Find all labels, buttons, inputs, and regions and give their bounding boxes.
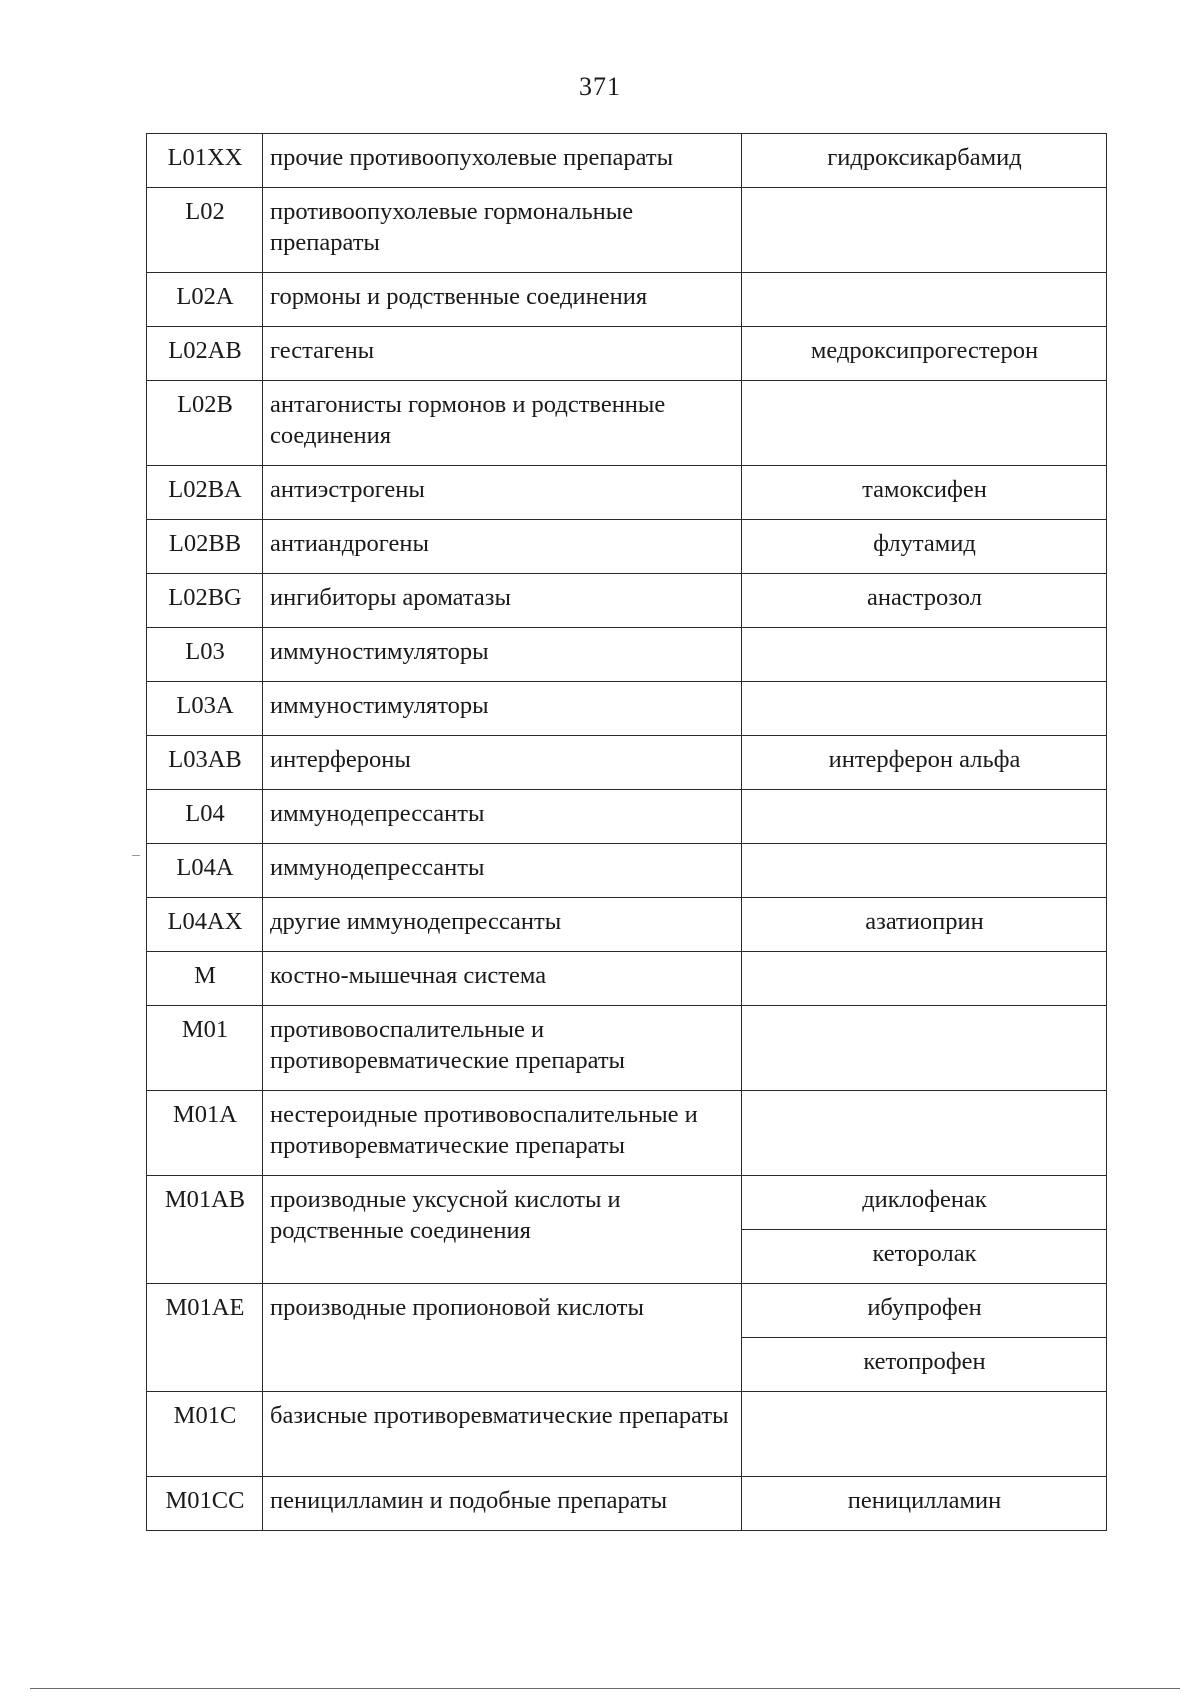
drug-name-cell (742, 273, 1107, 327)
atc-code-cell: L02BG (147, 574, 263, 628)
atc-group-name-cell: костно-мышечная система (263, 952, 742, 1006)
table-row (147, 682, 1107, 736)
atc-group-name-cell: ингибиторы ароматазы (263, 574, 742, 628)
table-row (147, 898, 1107, 952)
atc-group-name-cell: иммунодепрессанты (263, 844, 742, 898)
atc-code-cell: M01AB (147, 1176, 263, 1284)
drug-name-cell: ибупрофен (742, 1284, 1107, 1338)
drug-name-cell (742, 628, 1107, 682)
drug-name-cell (742, 188, 1107, 273)
drug-name-cell: гидроксикарбамид (742, 134, 1107, 188)
table-row (147, 1006, 1107, 1091)
atc-code-cell: M01CC (147, 1477, 263, 1531)
drug-name-cell: кетопрофен (742, 1338, 1107, 1392)
atc-group-name-cell: прочие противоопухолевые препараты (263, 134, 742, 188)
drug-name-cell: анастрозол (742, 574, 1107, 628)
drug-name-cell (742, 682, 1107, 736)
drug-name-cell (742, 1392, 1107, 1477)
atc-code-cell: L02AB (147, 327, 263, 381)
drug-name-cell: медроксипрогестерон (742, 327, 1107, 381)
atc-code-cell: L04AX (147, 898, 263, 952)
drug-name-cell: азатиоприн (742, 898, 1107, 952)
page-number: 371 (579, 72, 621, 101)
atc-group-name-cell: производные пропионовой кислоты (263, 1284, 742, 1392)
atc-code-cell: L04A (147, 844, 263, 898)
atc-code-cell: M (147, 952, 263, 1006)
atc-group-name-cell: нестероидные противовоспалительные и противоревматические препараты (263, 1091, 742, 1176)
atc-code-cell: L02A (147, 273, 263, 327)
table-row (147, 1091, 1107, 1176)
atc-group-name-cell: антиэстрогены (263, 466, 742, 520)
atc-code-cell: L03AB (147, 736, 263, 790)
footer-rule (30, 1688, 1180, 1689)
table-row (147, 790, 1107, 844)
atc-group-name-cell: иммунодепрессанты (263, 790, 742, 844)
atc-group-name-cell: антиандрогены (263, 520, 742, 574)
table-row (147, 736, 1107, 790)
atc-group-name-cell: базисные противоревматические препараты (263, 1392, 742, 1477)
atc-group-name-cell: иммуностимуляторы (263, 682, 742, 736)
table-row (147, 1284, 1107, 1338)
table-row (147, 466, 1107, 520)
margin-mark (132, 855, 140, 856)
atc-code-cell: L02BB (147, 520, 263, 574)
atc-table-body (147, 134, 1107, 1531)
atc-code-cell: L03 (147, 628, 263, 682)
table-row (147, 134, 1107, 188)
table-row (147, 327, 1107, 381)
atc-code-cell: M01AE (147, 1284, 263, 1392)
drug-name-cell (742, 790, 1107, 844)
atc-code-cell: M01A (147, 1091, 263, 1176)
atc-code-cell: L01XX (147, 134, 263, 188)
atc-group-name-cell: иммуностимуляторы (263, 628, 742, 682)
atc-group-name-cell: интерфероны (263, 736, 742, 790)
atc-group-name-cell: производные уксусной кислоты и родственные соединения (263, 1176, 742, 1284)
table-row (147, 273, 1107, 327)
atc-group-name-cell: гормоны и родственные соединения (263, 273, 742, 327)
atc-code-cell: L02BA (147, 466, 263, 520)
table-row (147, 844, 1107, 898)
drug-name-cell: кеторолак (742, 1230, 1107, 1284)
table-row (147, 952, 1107, 1006)
drug-name-cell: флутамид (742, 520, 1107, 574)
atc-code-cell: M01 (147, 1006, 263, 1091)
drug-name-cell (742, 1091, 1107, 1176)
drug-name-cell: интерферон альфа (742, 736, 1107, 790)
table-row (147, 574, 1107, 628)
atc-code-cell: L02 (147, 188, 263, 273)
table-row (147, 1176, 1107, 1230)
atc-code-cell: L02B (147, 381, 263, 466)
drug-name-cell (742, 952, 1107, 1006)
drug-name-cell: тамоксифен (742, 466, 1107, 520)
table-row (147, 1392, 1107, 1477)
atc-group-name-cell: пеницилламин и подобные препараты (263, 1477, 742, 1531)
table-row (147, 188, 1107, 273)
atc-code-cell: L04 (147, 790, 263, 844)
atc-group-name-cell: противоопухолевые гормональные препараты (263, 188, 742, 273)
atc-code-cell: L03A (147, 682, 263, 736)
table-row (147, 1477, 1107, 1531)
atc-group-name-cell: антагонисты гормонов и родственные соединения (263, 381, 742, 466)
drug-name-cell (742, 844, 1107, 898)
atc-group-name-cell: противовоспалительные и противоревматические препараты (263, 1006, 742, 1091)
atc-code-cell: M01C (147, 1392, 263, 1477)
drug-name-cell (742, 1006, 1107, 1091)
table-row (147, 381, 1107, 466)
atc-drug-table (146, 133, 1107, 1531)
table-row (147, 520, 1107, 574)
drug-name-cell: пеницилламин (742, 1477, 1107, 1531)
drug-name-cell (742, 381, 1107, 466)
drug-name-cell: диклофенак (742, 1176, 1107, 1230)
atc-group-name-cell: гестагены (263, 327, 742, 381)
table-row (147, 628, 1107, 682)
atc-group-name-cell: другие иммунодепрессанты (263, 898, 742, 952)
